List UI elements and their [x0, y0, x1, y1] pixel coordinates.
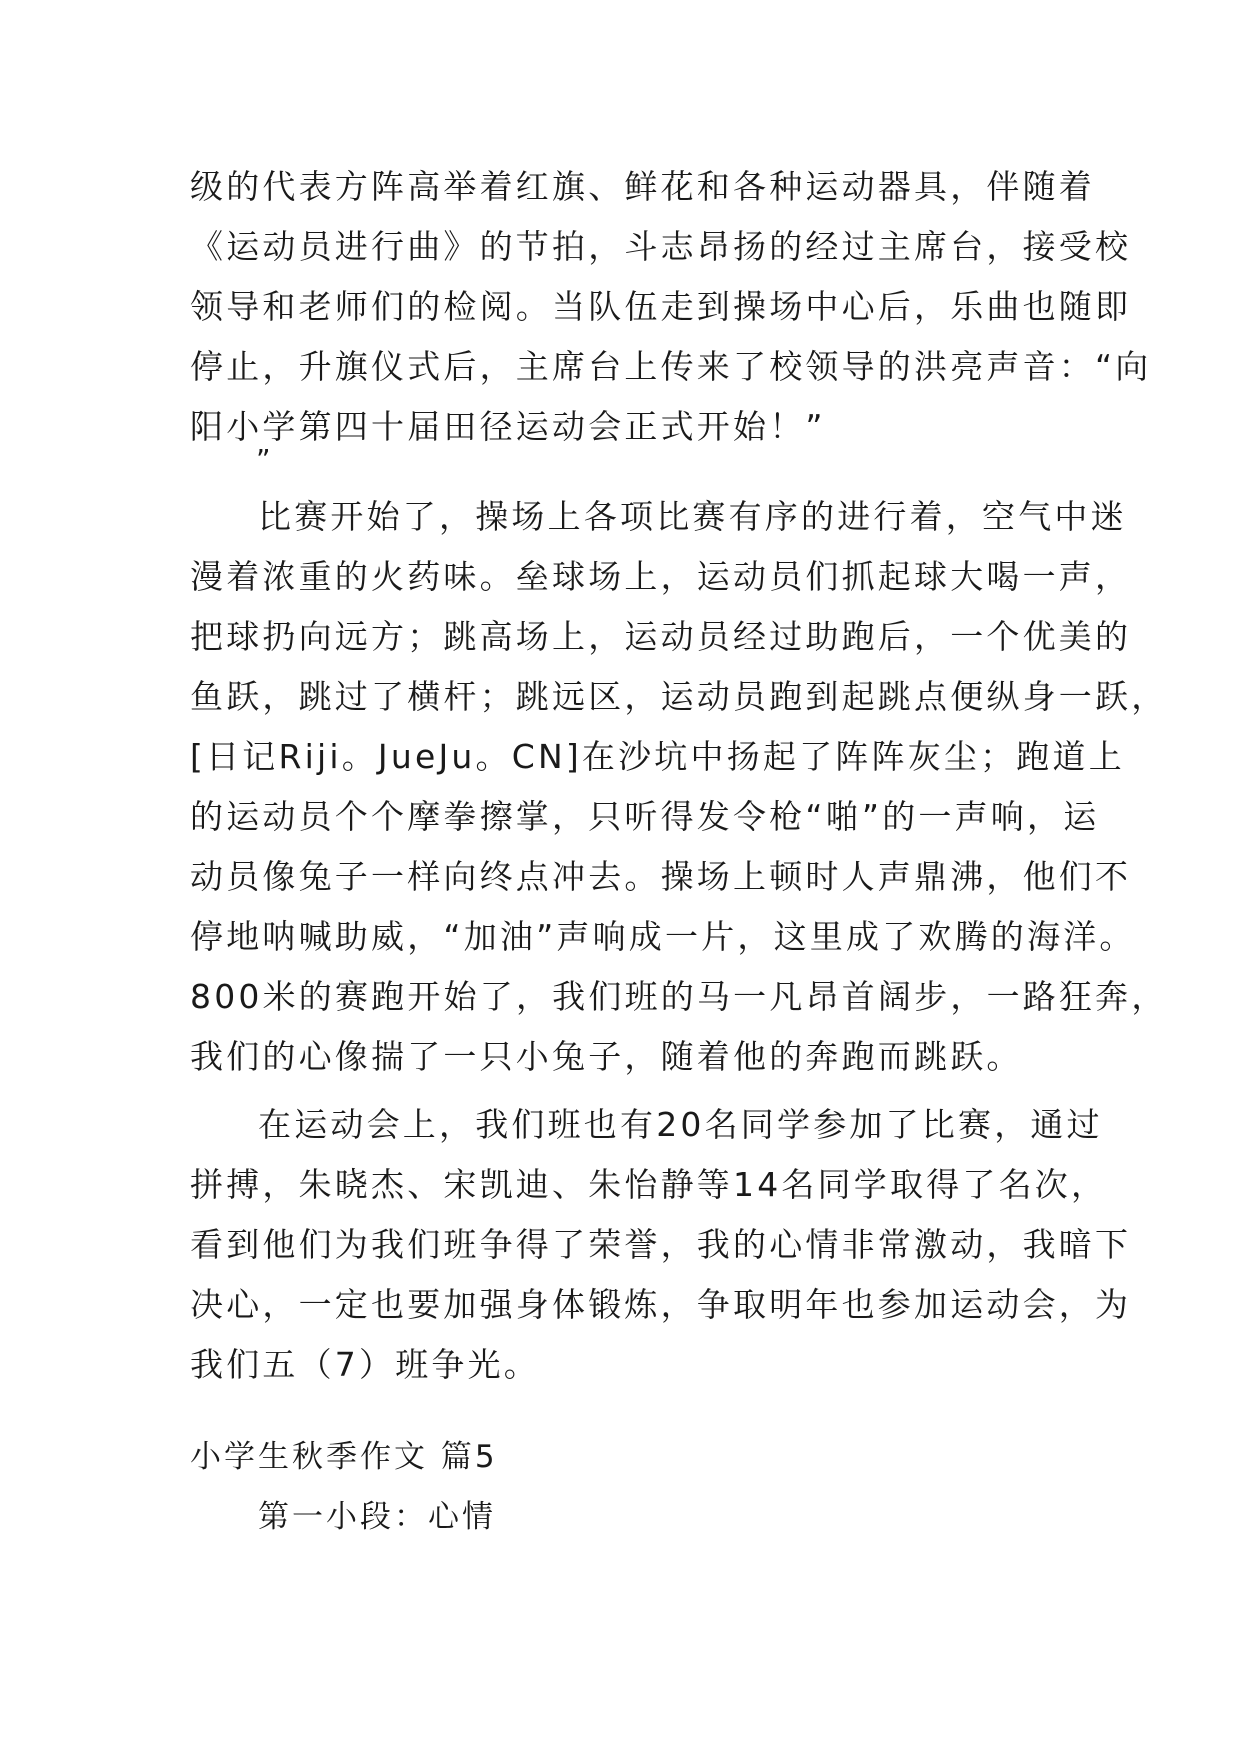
- paragraph-line: 《运动员进行曲》的节拍，斗志昂扬的经过主席台，接受校: [190, 227, 1132, 266]
- paragraph-line: 我们五（7）班争光。: [190, 1345, 540, 1384]
- paragraph-line: 在运动会上，我们班也有20名同学参加了比赛，通过: [258, 1105, 1103, 1144]
- paragraph-line: 领导和老师们的检阅。当队伍走到操场中心后，乐曲也随即: [190, 287, 1132, 326]
- paragraph-line: 级的代表方阵高举着红旗、鲜花和各种运动器具，伴随着: [190, 167, 1095, 206]
- section-heading: 小学生秋季作文 篇5: [190, 1439, 498, 1475]
- paragraph-line: 我们的心像揣了一只小兔子，随着他的奔跑而跳跃。: [190, 1037, 1023, 1076]
- paragraph-3: [190, 1095, 1132, 1395]
- paragraph-line: 看到他们为我们班争得了荣誉，我的心情非常激动，我暗下: [190, 1225, 1132, 1264]
- section-subheading: 第一小段：心情: [258, 1499, 496, 1535]
- stray-quote-mark: ”: [256, 443, 271, 476]
- paragraph-line: 停止，升旗仪式后，主席台上传来了校领导的洪亮声音：“向: [190, 347, 1152, 386]
- paragraph-line: 决心，一定也要加强身体锻炼，争取明年也参加运动会，为: [190, 1285, 1132, 1324]
- paragraph-line: 漫着浓重的火药味。垒球场上，运动员们抓起球大喝一声，: [190, 557, 1132, 596]
- paragraph-1: [190, 157, 1152, 457]
- paragraph-line: 把球扔向远方；跳高场上，运动员经过助跑后，一个优美的: [190, 617, 1132, 656]
- paragraph-line: 的运动员个个摩拳擦掌，只听得发令枪“啪”的一声响，运: [190, 797, 1100, 836]
- paragraph-line: [日记Riji。JueJu。CN]在沙坑中扬起了阵阵灰尘；跑道上: [190, 737, 1125, 776]
- paragraph-line: 比赛开始了，操场上各项比赛有序的进行着，空气中迷: [258, 497, 1127, 536]
- paragraph-line: 动员像兔子一样向终点冲去。操场上顿时人声鼎沸，他们不: [190, 857, 1132, 896]
- paragraph-line: 停地呐喊助威，“加油”声响成一片，这里成了欢腾的海洋。: [190, 917, 1136, 956]
- paragraph-line: 鱼跃，跳过了横杆；跳远区，运动员跑到起跳点便纵身一跃，: [190, 677, 1168, 716]
- paragraph-line: 阳小学第四十届田径运动会正式开始！”: [190, 407, 826, 446]
- paragraph-line: 拼搏，朱晓杰、宋凯迪、朱怡静等14名同学取得了名次，: [190, 1165, 1108, 1204]
- paragraph-2: [190, 487, 1168, 1087]
- paragraph-line: 800米的赛跑开始了，我们班的马一凡昂首阔步，一路狂奔，: [190, 977, 1168, 1016]
